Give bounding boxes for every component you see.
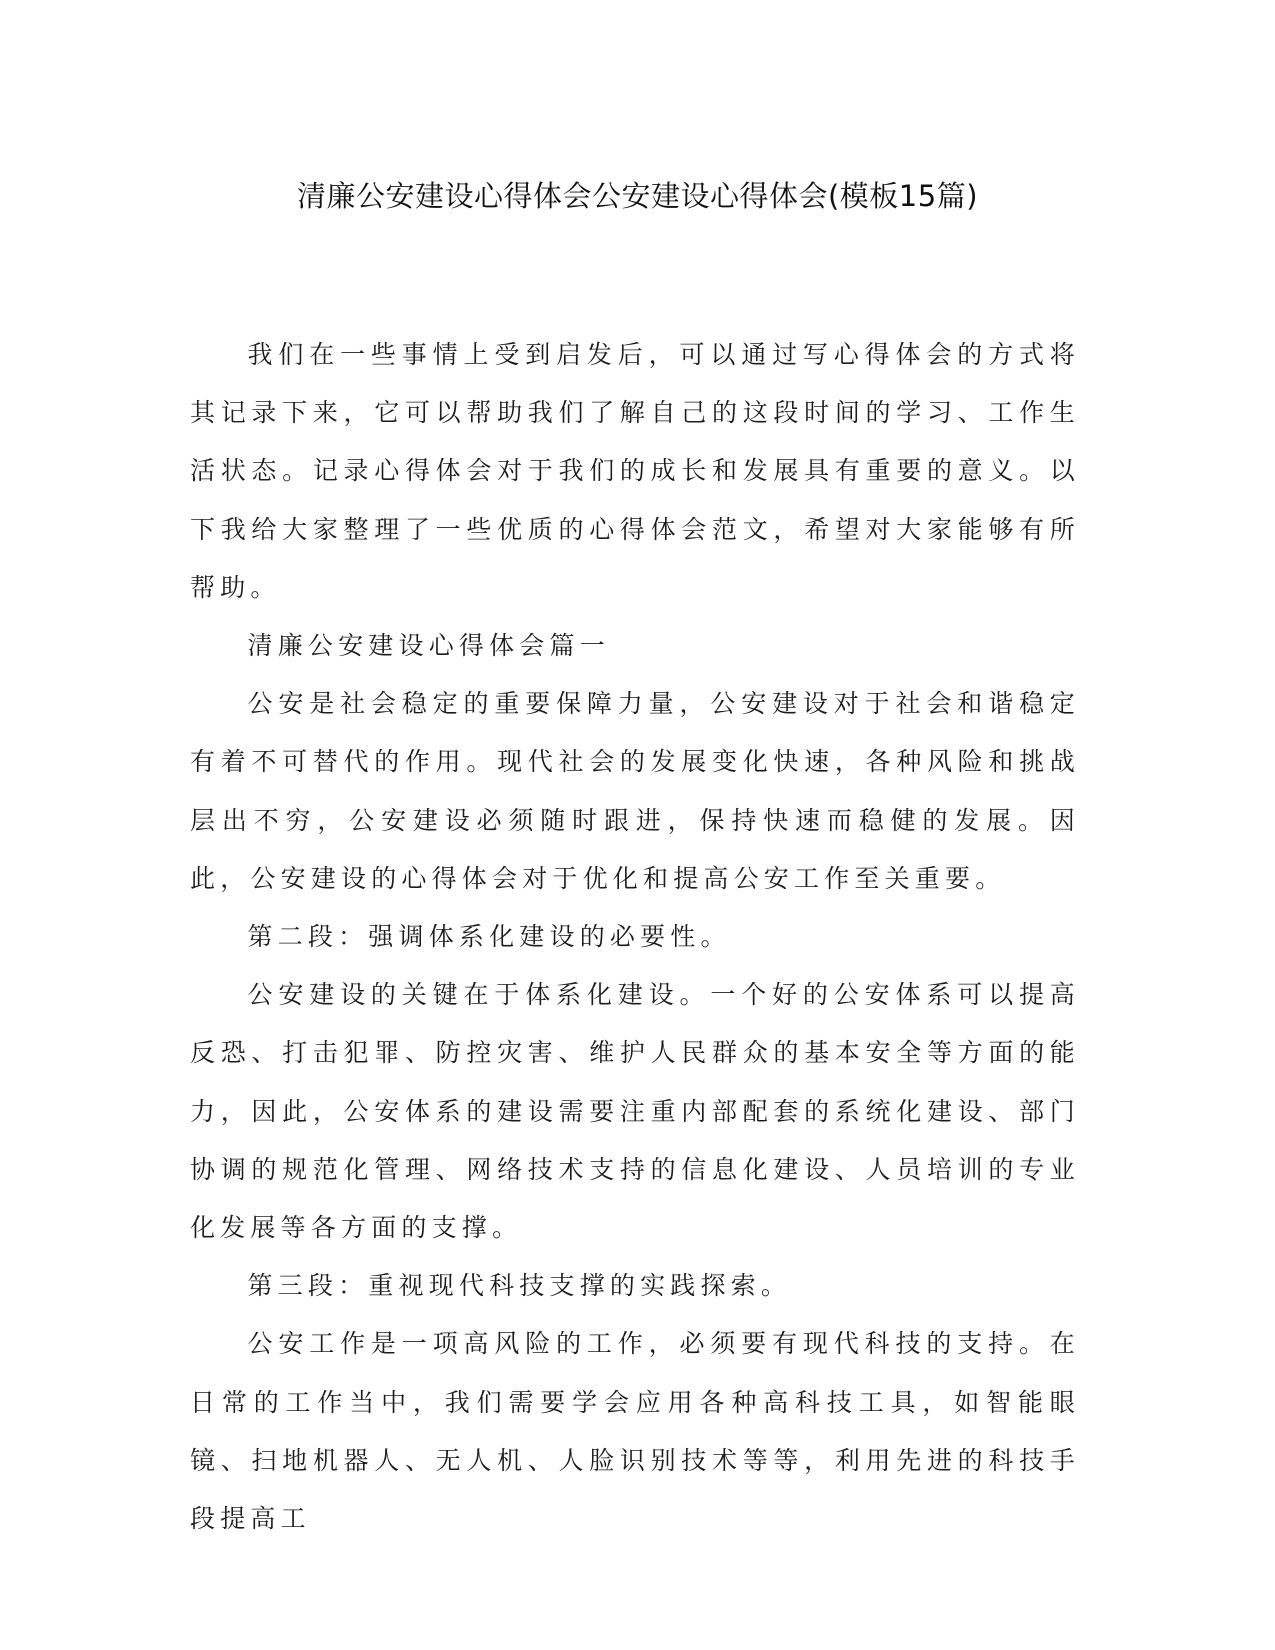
section-heading-part-one: 清廉公安建设心得体会篇一 <box>247 631 610 661</box>
section-heading-second: 第二段：强调体系化建设的必要性。 <box>247 922 731 952</box>
section-heading-third: 第三段：重视现代科技支撑的实践探索。 <box>247 1271 792 1301</box>
body-paragraph: 公安工作是一项高风险的工作，必须要有现代科技的支持。在日常的工作当中，我们需要学会应用各种高科技工具，如智能眼镜、扫地机器人、无人机、人脸识别技术等等，利用先进的科技手段提高工 <box>190 1329 1080 1534</box>
body-paragraph: 公安建设的关键在于体系化建设。一个好的公安体系可以提高反恐、打击犯罪、防控灾害、维护人民群众的基本安全等方面的能力，因此，公安体系的建设需要注重内部配套的系统化建设、部门协调的规范化管理、网络技术支持的信息化建设、人员培训的专业化发展等各方面的支撑。 <box>190 980 1080 1243</box>
intro-paragraph: 我们在一些事情上受到启发后，可以通过写心得体会的方式将其记录下来，它可以帮助我们了解自己的这段时间的学习、工作生活状态。记录心得体会对于我们的成长和发展具有重要的意义。以下我给大家整理了一些优质的心得体会范文，希望对大家能够有所帮助。 <box>190 340 1080 602</box>
document-body <box>190 326 1080 1548</box>
body-paragraph: 公安是社会稳定的重要保障力量，公安建设对于社会和谐稳定有着不可替代的作用。现代社会的发展变化快速，各种风险和挑战层出不穷，公安建设必须随时跟进，保持快速而稳健的发展。因此，公安建设的心得体会对于优化和提高公安工作至关重要。 <box>190 689 1080 893</box>
document-title: 清廉公安建设心得体会公安建设心得体会(模板15篇) <box>296 179 979 213</box>
